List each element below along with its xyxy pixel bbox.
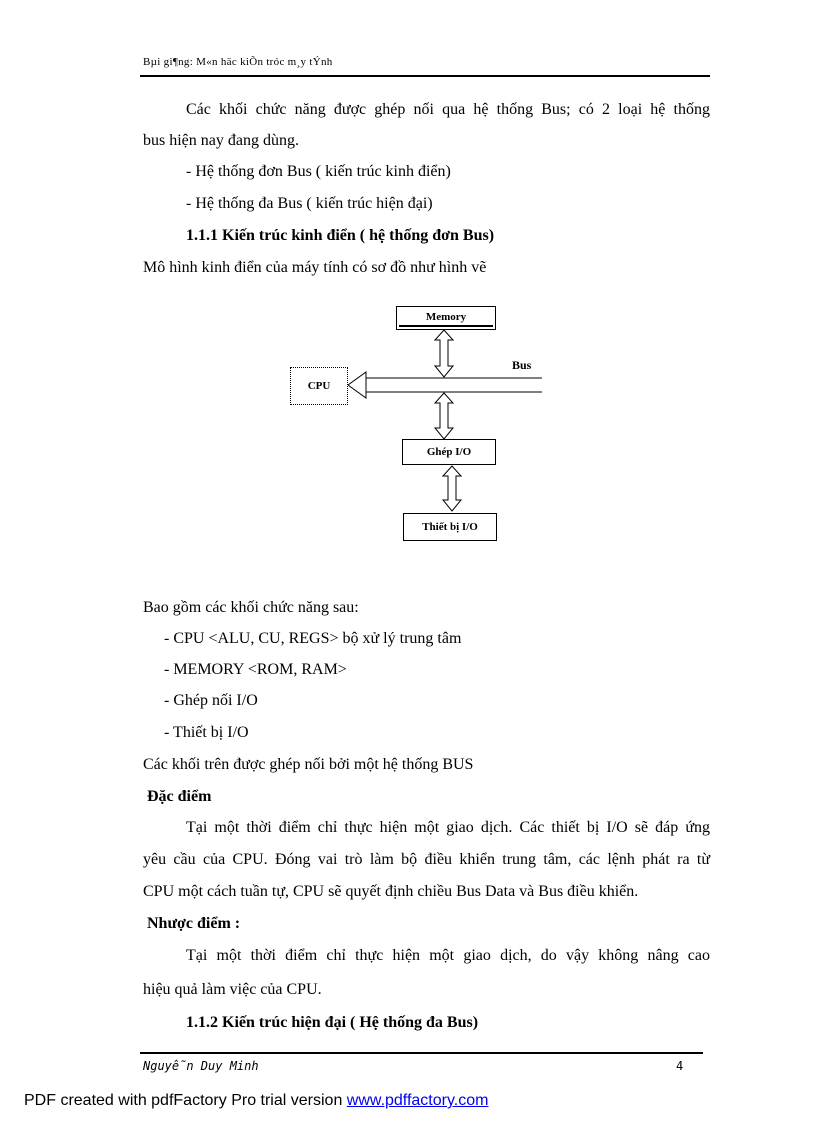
device-io-label: Thiết bị I/O [422,521,478,533]
device-arrow [443,466,461,511]
running-header: Bµi gi¶ng: M«n häc kiÕn tróc m¸y tÝnh [143,56,333,68]
features-heading: Đặc điểm [147,788,212,805]
footer-rule [140,1052,703,1054]
components-intro: Bao gồm các khối chức năng sau: [143,599,359,616]
component-device: - Thiết bị I/O [164,724,249,741]
drawbacks-line-1: Tại một thời điểm chỉ thực hiện một giao dịch, do vậy không nâng cao [186,947,710,964]
bullet-single-bus: - Hệ thống đơn Bus ( kiến trúc kinh điển) [186,163,451,180]
section-heading-1-1-2: 1.1.2 Kiến trúc hiện đại ( Hệ thống đa Bus) [186,1014,479,1031]
memory-box [396,306,496,330]
pdffactory-link[interactable]: www.pdffactory.com [346,1092,489,1109]
header-rule [140,75,710,77]
cpu-arrow-head [348,372,366,398]
memory-bus-arrow [435,330,453,377]
intro-paragraph: Các khối chức năng được ghép nối qua hệ thống Bus; có 2 loại hệ thống [186,101,710,118]
cpu-label: CPU [307,380,331,392]
drawbacks-heading: Nhược điểm : [147,915,241,932]
features-line-2: yêu cầu của CPU. Đóng vai trò làm bộ điều khiển trung tâm, các lệnh phát ra từ [143,851,710,868]
page-number: 4 [676,1059,684,1073]
component-cpu: - CPU <ALU, CU, REGS> bộ xử lý trung tâm [164,630,462,647]
bus-label: Bus [512,358,532,372]
pdf-creator-note [24,1092,488,1110]
component-ghep: - Ghép nối I/O [164,692,258,709]
component-memory: - MEMORY <ROM, RAM> [164,661,347,678]
memory-label: Memory [425,311,467,323]
cpu-box [290,367,348,405]
features-line-1: Tại một thời điểm chỉ thực hiện một giao dịch. Các thiết bị I/O sẽ đáp ứng [186,819,710,836]
pdf-note-text: PDF created with pdfFactory Pro trial version [24,1092,347,1109]
features-line-3: CPU một cách tuần tự, CPU sẽ quyết định chiều Bus Data và Bus điều khiển. [143,883,639,900]
device-io-box [403,513,497,541]
ghep-io-label: Ghép I/O [426,446,472,458]
ghep-bus-arrow [435,393,453,439]
components-summary: Các khối trên được ghép nối bởi một hệ thống BUS [143,756,474,773]
intro-paragraph-cont: bus hiện nay đang dùng. [143,132,299,149]
drawbacks-line-2: hiệu quả làm việc của CPU. [143,981,322,998]
bullet-multi-bus: - Hệ thống đa Bus ( kiến trúc hiện đại) [186,195,433,212]
ghep-io-box [402,439,496,465]
section-heading-1-1-1: 1.1.1 Kiến trúc kinh điển ( hệ thống đơn Bus) [186,227,495,244]
footer-author: Nguyễn Duy Minh [143,1059,259,1073]
diagram-caption: Mô hình kinh điển của máy tính có sơ đồ như hình vẽ [143,259,487,276]
